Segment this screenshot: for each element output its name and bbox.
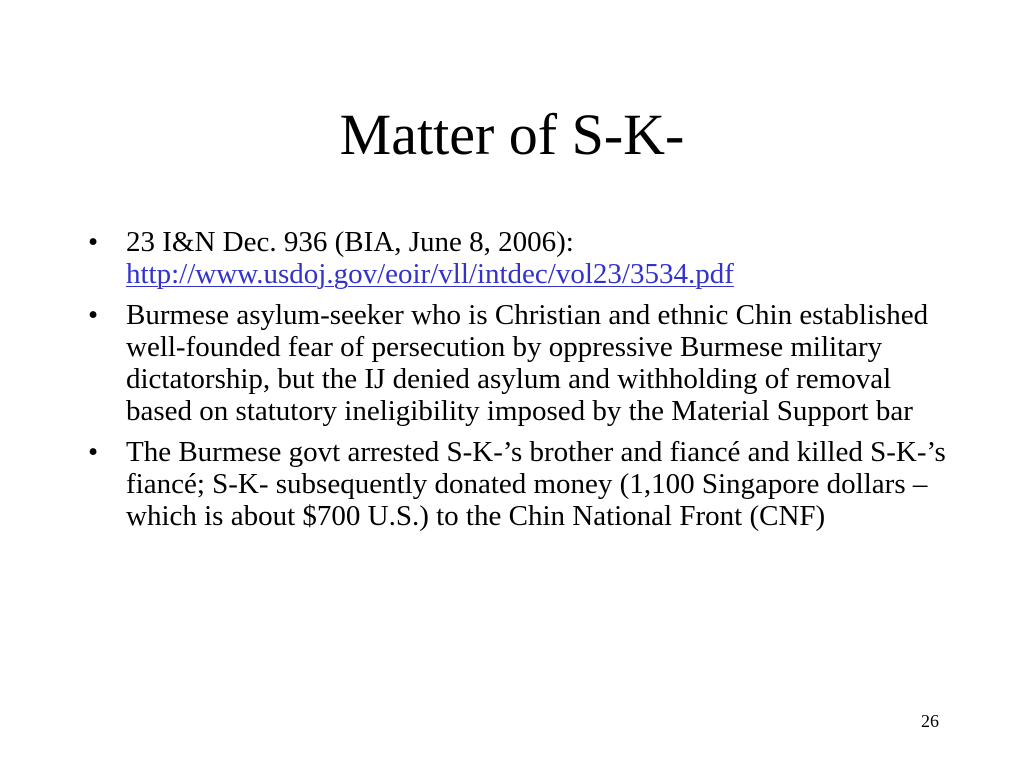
summary-text: Burmese asylum-seeker who is Christian and ethnic Chin established well-founded fear of persecution by oppressive Burmese military dictatorship, but the IJ denied asylum and withholding of removal based on statutory ineligibility imposed by the Material Support bar [126, 299, 929, 427]
slide-title: Matter of S-K- [339, 102, 685, 167]
bullet-item-citation [88, 226, 948, 290]
citation-text: 23 I&N Dec. 936 (BIA, June 8, 2006): [126, 226, 574, 258]
bullet-icon: • [88, 226, 99, 258]
decision-pdf-link[interactable]: http://www.usdoj.gov/eoir/vll/intdec/vol23/3534.pdf [126, 258, 734, 290]
bullet-list [88, 226, 948, 541]
bullet-icon: • [88, 299, 99, 331]
page-number: 26 [921, 711, 939, 731]
bullet-icon: • [88, 436, 99, 468]
bullet-item-summary [88, 299, 948, 427]
facts-text: The Burmese govt arrested S-K-’s brother and fiancé and killed S-K-’s fiancé; S-K- subsequently donated money (1,100 Singapore dollars – which is about $700 U.S.) to the Chin National Front (CNF) [126, 436, 946, 532]
bullet-item-facts [88, 436, 948, 532]
